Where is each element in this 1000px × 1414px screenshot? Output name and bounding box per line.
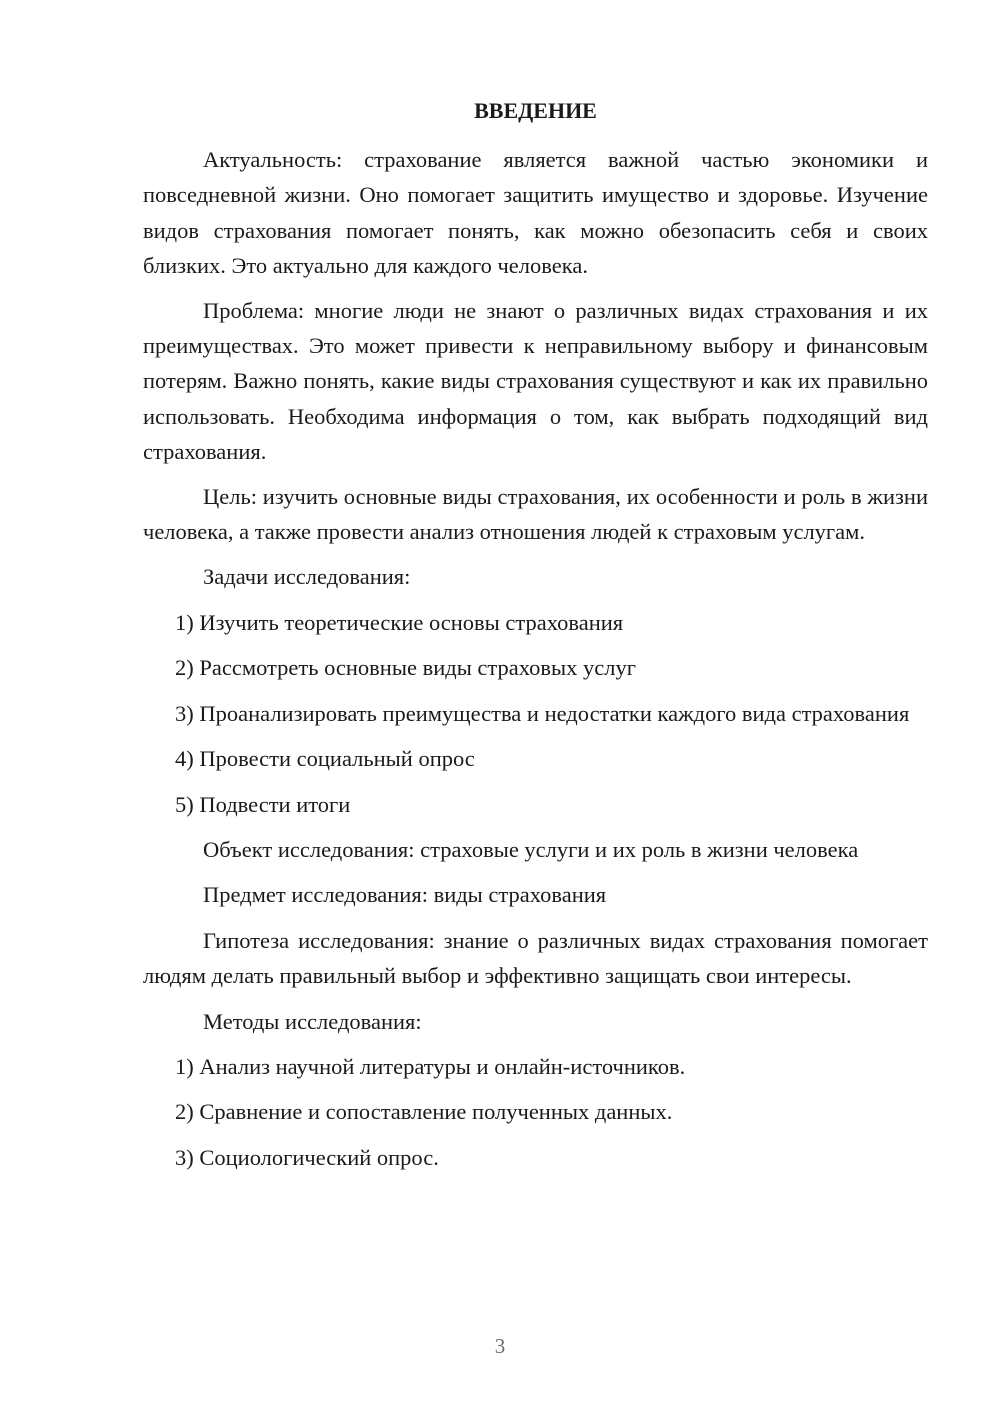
document-page <box>143 94 928 1175</box>
section-title: ВВЕДЕНИЕ <box>474 98 597 123</box>
tasks-label: Задачи исследования: <box>203 564 411 590</box>
task-item-2: 2) Рассмотреть основные виды страховых услуг <box>175 655 636 681</box>
paragraph-problem: Проблема: многие люди не знают о различных видах страхования и их преимуществах. Это может привести к неправильному выбору и финансовым потерям. Важно понять, какие виды страхования существуют и как их правильно использовать. Необходима информация о том, как выбрать подходящий вид страхования. <box>143 297 928 465</box>
paragraph-relevance: Актуальность: страхование является важной частью экономики и повседневной жизни. Оно помогает защитить имущество и здоровье. Изучение видов страхования помогает понять, как можно обезопасить себя и своих близких. Это актуально для каждого человека. <box>143 147 928 279</box>
page-number: 3 <box>494 1334 506 1358</box>
research-hypothesis: Гипотеза исследования: знание о различных видах страхования помогает людям делать правильный выбор и эффективно защищать свои интересы. <box>143 927 928 989</box>
method-item-3: 3) Социологический опрос. <box>175 1144 439 1170</box>
task-item-1: 1) Изучить теоретические основы страхования <box>175 609 624 635</box>
paragraph-goal: Цель: изучить основные виды страхования, их особенности и роль в жизни человека, а также провести анализ отношения людей к страховым услугам. <box>143 483 928 545</box>
research-object: Объект исследования: страховые услуги и их роль в жизни человека <box>203 836 859 862</box>
research-subject: Предмет исследования: виды страхования <box>203 882 607 908</box>
task-item-5: 5) Подвести итоги <box>175 791 351 817</box>
method-item-1: 1) Анализ научной литературы и онлайн-источников. <box>175 1053 686 1079</box>
task-item-3: 3) Проанализировать преимущества и недостатки каждого вида страхования <box>175 700 910 726</box>
task-item-4: 4) Провести социальный опрос <box>175 746 475 772</box>
method-item-2: 2) Сравнение и сопоставление полученных данных. <box>175 1099 673 1125</box>
methods-label: Методы исследования: <box>203 1008 422 1034</box>
